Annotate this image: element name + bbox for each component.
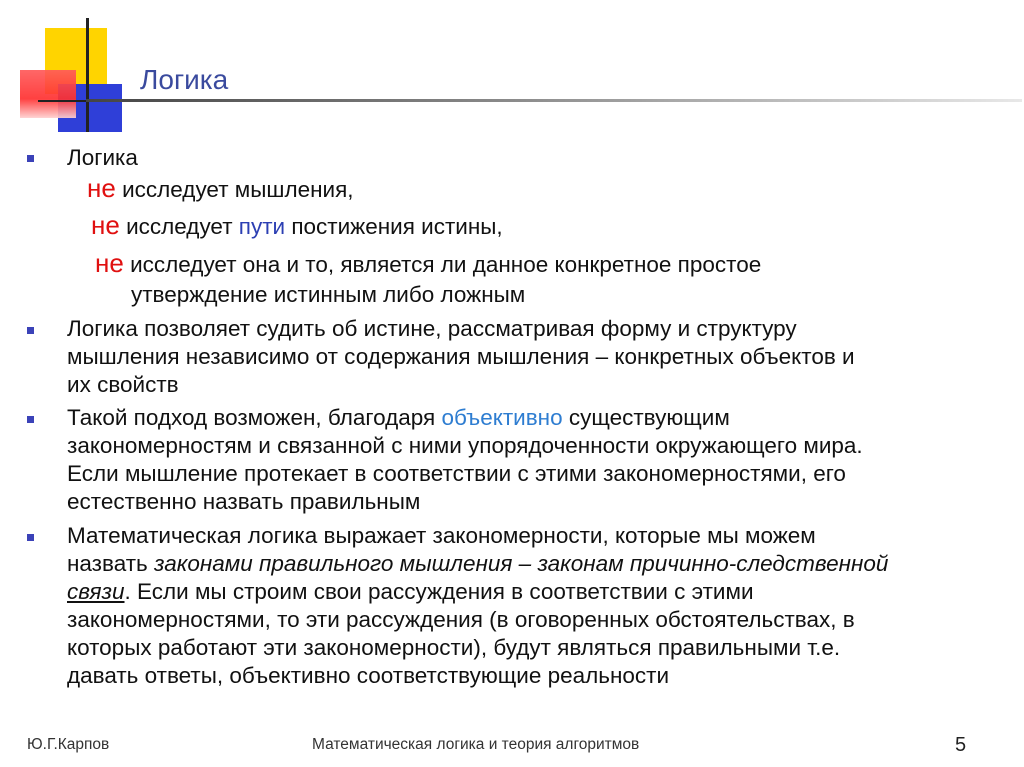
- slide-title: Логика: [140, 64, 229, 95]
- bullet-4-line-4: закономерностями, то эти рассуждения (в оговоренных обстоятельствах, в: [67, 607, 855, 632]
- negation-word: не: [87, 173, 116, 203]
- page-number: 5: [955, 734, 967, 756]
- bullet-2-line-3: их свойств: [67, 372, 179, 397]
- slide-logo-decoration: [0, 0, 140, 140]
- bullet-icon: [27, 534, 34, 541]
- bullet-3-line-3: Если мышление протекает в соответствии с этими закономерностями, его: [67, 461, 846, 486]
- bullet-4-line-5: которых работают эти закономерности), будут являться правильными т.е.: [67, 635, 841, 660]
- italic-svyazi: связи: [67, 579, 125, 604]
- bullet-1-line-4: утверждение истинным либо ложным: [131, 282, 526, 307]
- bullet-4-line-2: [67, 549, 888, 578]
- bullet-1-line-3-text: исследует она и то, является ли данное конкретное простое: [130, 252, 762, 277]
- bullet-2-line-1: Логика позволяет судить об истине, рассматривая форму и структуру: [67, 316, 797, 341]
- logo-red-square: [20, 70, 76, 118]
- bullet-1-line-1-text: исследует мышления,: [122, 177, 354, 202]
- title-divider: [86, 99, 1022, 102]
- bullet-1-line-2: [91, 211, 503, 241]
- bullet-4-line-1: Математическая логика выражает закономерности, которые мы можем: [67, 523, 816, 548]
- highlight-puti: пути: [238, 214, 286, 239]
- bullet-4-line-2-a: назвать: [67, 551, 155, 576]
- bullet-4-line-3-b: . Если мы строим свои рассуждения в соответствии с этими: [124, 579, 754, 604]
- highlight-obektivno: объективно: [441, 405, 563, 430]
- negation-word: не: [95, 248, 124, 278]
- bullet-3-line-1-a: Такой подход возможен, благодаря: [67, 405, 442, 430]
- bullet-1-line-2-c: постижения истины,: [285, 214, 503, 239]
- footer-course: Математическая логика и теория алгоритмов: [312, 736, 640, 753]
- bullet-icon: [27, 327, 34, 334]
- bullet-4-line-6: давать ответы, объективно соответствующие реальности: [67, 663, 670, 688]
- bullet-icon: [27, 416, 34, 423]
- bullet-1-line-3: [95, 249, 761, 279]
- footer-author: Ю.Г.Карпов: [27, 736, 110, 753]
- negation-word: не: [91, 210, 120, 240]
- bullet-2-line-2: мышления независимо от содержания мышления – конкретных объектов и: [67, 344, 855, 369]
- bullet-icon: [27, 155, 34, 162]
- bullet-1-line-2-a: исследует: [126, 214, 239, 239]
- bullet-3-line-1: [67, 403, 730, 432]
- bullet-1-line-1: [87, 174, 354, 204]
- bullet-3-line-2: закономерностям и связанной с ними упорядоченности окружающего мира.: [67, 433, 863, 458]
- bullet-4-line-3: [67, 577, 754, 606]
- italic-laws-phrase: законами правильного мышления – законам причинно-следственной: [154, 551, 889, 576]
- bullet-3-line-4: естественно назвать правильным: [67, 489, 421, 514]
- logo-vertical-line: [86, 18, 89, 132]
- bullet-1-heading: Логика: [67, 145, 138, 170]
- bullet-3-line-1-c: существующим: [562, 405, 730, 430]
